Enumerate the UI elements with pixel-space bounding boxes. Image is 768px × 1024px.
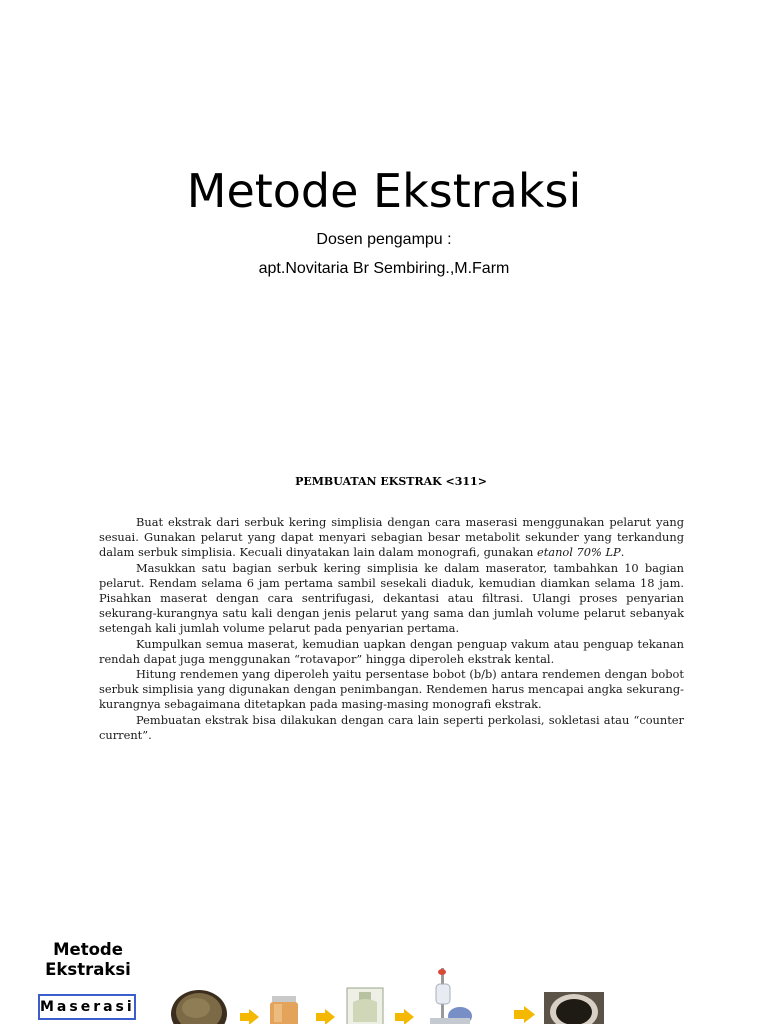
process-flow (0, 960, 768, 1024)
document-body (99, 515, 684, 743)
arrow-right-icon (316, 1009, 335, 1024)
jar-icon (270, 996, 298, 1024)
footer-title: Metode Ekstraksi (45, 940, 131, 979)
document-heading: PEMBUATAN EKSTRAK <311> (295, 475, 487, 488)
arrow-right-icon (514, 1006, 535, 1023)
arrow-right-icon (240, 1009, 259, 1024)
italic-solvent: etanol 70% LP (536, 545, 621, 560)
bottle-icon (347, 988, 383, 1024)
slide-title: Metode Ekstraksi (186, 164, 582, 218)
paragraph-4: Hitung rendemen yang diperoleh yaitu persentase bobot (b/b) antara rendemen dengan bobot serbuk simplisia yang digunakan dengan penimbangan. Rendemen harus mencapai angka sekurang-kurangnya sebagaimana ditetapkan pada masing-masing monografi ekstrak. (99, 667, 684, 712)
extract-dish-icon (544, 992, 604, 1024)
paragraph-1: Buat ekstrak dari serbuk kering simplisia dengan cara maserasi menggunakan pelarut yang sesuai. Gunakan pelarut yang dapat menyari sebagian besar metabolit sekunder yang terkandung dalam serbuk simplisia. Kecuali dinyatakan lain dalam monografi, gunakan etanol 70% LP. (99, 515, 684, 560)
paragraph-2: Masukkan satu bagian serbuk kering simplisia ke dalam maserator, tambahkan 10 bagian pelarut. Rendam selama 6 jam pertama sambil sesekali diaduk, kemudian diamkan selama 18 jam. Pisahkan maserat dengan cara sentrifugasi, dekantasi atau filtrasi. Ulangi proses penyarian sekurang-kurangnya satu kali dengan jenis pelarut yang sama dan jumlah volume pelarut sebanyak setengah kali jumlah volume pelarut pada penyarian pertama. (99, 560, 684, 636)
arrow-right-icon (395, 1009, 414, 1024)
paragraph-3: Kumpulkan semua maserat, kemudian uapkan dengan penguap vakum atau penguap tekanan rendah dapat juga menggunakan “rotavapor” hingga diperoleh ekstrak kental. (99, 636, 684, 666)
powder-bowl-icon (171, 990, 227, 1024)
maserasi-box: Maserasi (38, 994, 136, 1020)
paragraph-5: Pembuatan ekstrak bisa dilakukan dengan cara lain seperti perkolasi, sokletasi atau “counter current”. (99, 712, 684, 742)
slide-subtitle-lecturer-label: Dosen pengampu : (316, 231, 452, 248)
slide-subtitle-lecturer-name: apt.Novitaria Br Sembiring.,M.Farm (258, 260, 510, 277)
rotavapor-icon (430, 968, 472, 1024)
